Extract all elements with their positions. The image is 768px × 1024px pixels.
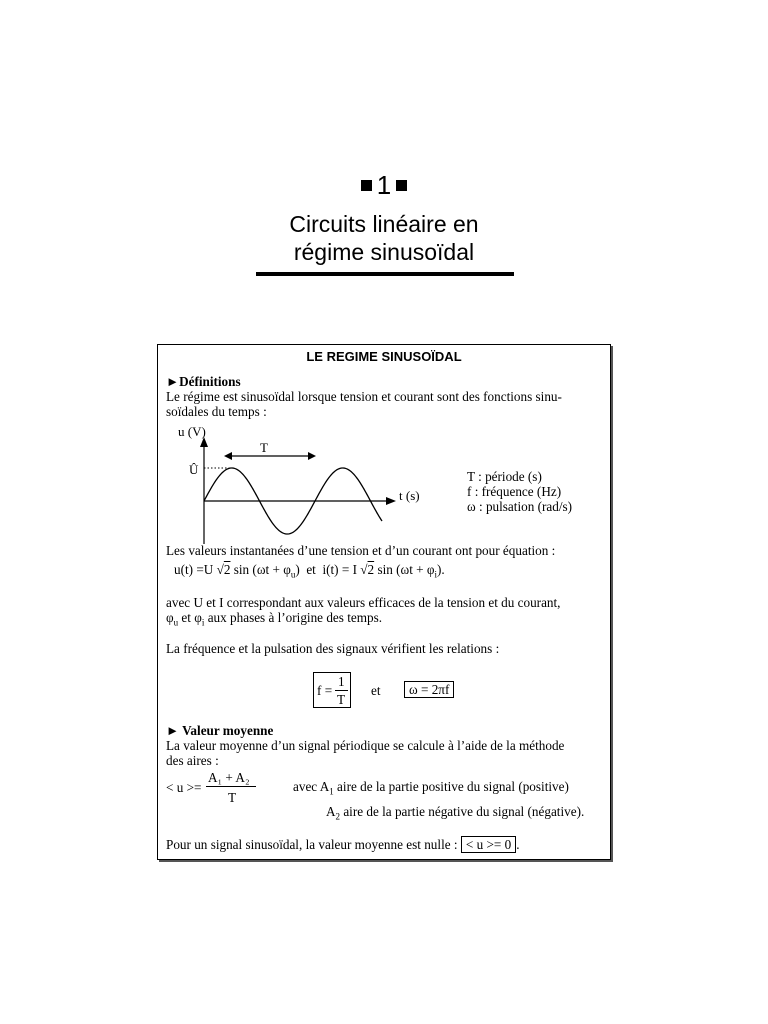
chapter-number: 1	[0, 170, 768, 201]
box-heading: LE REGIME SINUSOÏDAL	[306, 349, 462, 364]
mean-formula: < u >= A₁ + A₂ T	[166, 770, 266, 806]
triangle-bullet-icon: ►	[166, 374, 180, 389]
mean-value-line: des aires :	[166, 753, 219, 768]
frequency-relations-text: La fréquence et la pulsation des signaux vérifient les relations :	[166, 641, 500, 656]
square-bullet-icon	[396, 180, 407, 191]
period-arrow-left-icon	[224, 452, 232, 460]
chapter-title: Circuits linéaire en régime sinusoïdal	[289, 211, 479, 265]
definition-line: Le régime est sinusoïdal lorsque tension et courant sont des fonctions sinu-	[166, 389, 562, 404]
legend-frequency: f : fréquence (Hz)	[467, 484, 562, 499]
x-axis-arrow-icon	[386, 497, 396, 505]
sqrt-icon: √	[216, 562, 224, 577]
formula-frequency: f = 1 T	[313, 672, 351, 708]
amplitude-label: Û	[189, 462, 199, 477]
avec-line: avec U et I correspondant aux valeurs efficaces de la tension et du courant,	[166, 595, 561, 610]
final-formula: < u >= 0	[461, 836, 516, 853]
area-a1-text: avec $A_1$ aire de la partie positive du signal (positive)	[293, 779, 569, 797]
title-rule	[256, 272, 514, 276]
sqrt-icon: √	[360, 562, 368, 577]
phases-line: $\varphi_u$ et $\varphi_i$ aux phases à l’origine des temps.	[166, 610, 383, 628]
fraction-bar	[206, 786, 256, 787]
area-a2-text: $A_2$ aire de la partie négative du signal (négative).	[326, 804, 585, 822]
formula-separator: et	[371, 683, 381, 698]
mean-value-line: La valeur moyenne d’un signal périodique se calcule à l’aide de la méthode	[166, 738, 565, 753]
equation-u: u(t) =U √2 $\sin (\omega t + \varphi_u)$	[174, 562, 300, 580]
y-axis-label: u (V)	[178, 424, 206, 439]
legend-period: T : période (s)	[467, 469, 542, 484]
mean-value-heading: ► Valeur moyenne	[166, 723, 274, 738]
formula-pulsation: ω = 2πf	[404, 681, 454, 698]
definitions-heading: ►Définitions	[166, 374, 241, 389]
fraction-bar	[335, 690, 348, 691]
equation-i: i(t) = I √2 $\sin (\omega t + \varphi_i)$.	[322, 562, 445, 580]
definition-line: soïdales du temps :	[166, 404, 267, 419]
period-arrow-right-icon	[308, 452, 316, 460]
x-axis-label: t (s)	[399, 488, 420, 503]
square-bullet-icon	[361, 180, 372, 191]
equations-line: u(t) =U √2 $\sin (\omega t + \varphi_u)$ et i(t) = I √2 $\sin (\omega t + \varphi_i)$.	[174, 562, 445, 580]
legend-pulsation: ω : pulsation (rad/s)	[467, 499, 573, 514]
final-line: Pour un signal sinusoïdal, la valeur moyenne est nulle : < u >= 0 .	[166, 837, 520, 852]
period-label: T	[260, 440, 268, 455]
triangle-bullet-icon: ►	[166, 723, 180, 738]
instantaneous-values-text: Les valeurs instantanées d’une tension et d’un courant ont pour équation :	[166, 543, 556, 558]
